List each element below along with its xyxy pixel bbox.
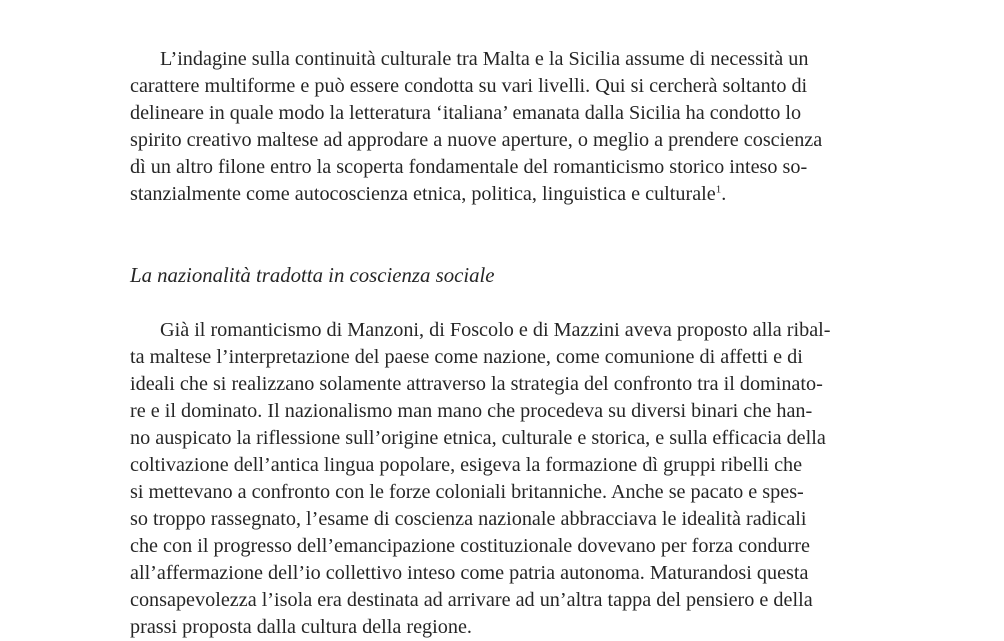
paragraph2-line-7: si mettevano a confronto con le forze coloniali britanniche. Anche se pacato e spes- <box>130 481 804 503</box>
paragraph1-line-3: delineare in quale modo la letteratura ‘italiana’ emanata dalla Sicilia ha condotto lo <box>130 102 802 124</box>
paragraph1-line-1: L’indagine sulla continuità culturale tra Malta e la Sicilia assume di necessità un <box>160 48 809 70</box>
section-heading: La nazionalità tradotta in coscienza sociale <box>130 264 495 287</box>
paragraph2-line-9: che con il progresso dell’emancipazione costituzionale dovevano per forza condurre <box>130 535 810 557</box>
paragraph2-line-11: consapevolezza l’isola era destinata ad arrivare ad un’altra tappa del pensiero e della <box>130 589 813 611</box>
footnote-reference[interactable]: 1 <box>715 183 722 196</box>
paragraph2-line-6: coltivazione dell’antica lingua popolare, esigeva la formazione dì gruppi ribelli che <box>130 454 803 476</box>
paragraph2-line-3: ideali che si realizzano solamente attraverso la strategia del confronto tra il dominato- <box>130 373 823 395</box>
paragraph1-line-6 <box>130 181 726 208</box>
paragraph2-line-4: re e il dominato. Il nazionalismo man mano che procedeva su diversi binari che han- <box>130 400 813 422</box>
paragraph2-line-10: all’affermazione dell’io collettivo inteso come patria autonoma. Maturandosi questa <box>130 562 809 584</box>
paragraph2-line-5: no auspicato la riflessione sull’origine etnica, culturale e storica, e sulla efficacia della <box>130 427 826 449</box>
paragraph2-line-1: Già il romanticismo di Manzoni, di Foscolo e di Mazzini aveva proposto alla ribal- <box>160 319 831 341</box>
paragraph2-line-12: prassi proposta dalla cultura della regione. <box>130 616 472 638</box>
paragraph1-line-2: carattere multiforme e può essere condotta su vari livelli. Qui si cercherà soltanto di <box>130 75 808 97</box>
paragraph1-line-6-text: stanzialmente come autocoscienza etnica, politica, linguistica e culturale <box>130 183 716 205</box>
paragraph2-line-8: so troppo rassegnato, l’esame di coscienza nazionale abbracciava le idealità radicali <box>130 508 807 530</box>
paragraph1-line-5: dì un altro filone entro la scoperta fondamentale del romanticismo storico inteso so- <box>130 156 808 178</box>
paragraph1-line-4: spirito creativo maltese ad approdare a nuove aperture, o meglio a prendere coscienza <box>130 129 823 151</box>
paragraph2-line-2: ta maltese l’interpretazione del paese come nazione, come comunione di affetti e di <box>130 346 803 368</box>
paragraph1-final-period: . <box>721 183 727 205</box>
